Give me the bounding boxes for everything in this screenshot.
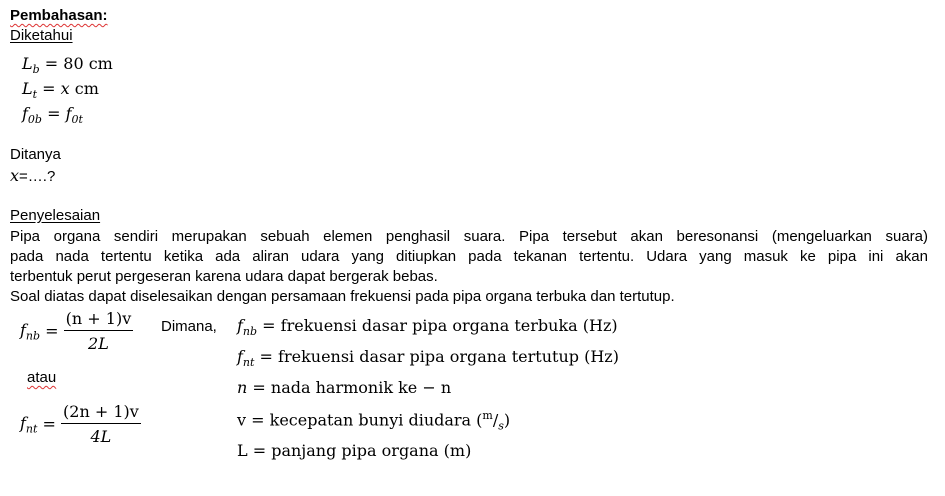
or-label: atau [27,369,57,386]
known-lt: $L_t = x$ cm [22,79,99,101]
asked-label: Ditanya [10,146,61,163]
paragraph-line: Pipa organa sendiri merupakan sebuah elemen penghasil suara. Pipa tersebut akan beresonansi (mengeluarkan suara) [10,228,928,245]
fraction-numerator: (2n + 1)v [61,402,141,424]
formula-open-pipe: $f_{nb}$ = $\frac{(n + 1)v}{2L}$ [20,309,132,353]
fraction-denominator: 2L [88,334,109,353]
known-f0: $f_{0b} = f_{0t}$ [22,104,83,126]
fraction-denominator: 4L [90,427,112,446]
known-lb: $L_b = 80$ cm [22,54,113,76]
paragraph-line: pada nada tertentu ketika ada aliran udara yang ditiupkan pada tekanan tertentu. Udara yang masuk ke pipa ini akan [10,248,928,265]
definitions-label: Dimana, [161,318,217,335]
solution-label: Penyelesaian [10,207,101,224]
definition-fnt: $f_{nt}$ = frekuensi dasar pipa organa tertutup (Hz) [237,347,619,369]
solution-paragraph [10,227,928,287]
definition-n: n = nada harmonik ke − n [237,378,452,397]
solution-intro: Soal diatas dapat diselesaikan dengan persamaan frekuensi pada pipa organa terbuka dan tertutup. [10,288,675,305]
definition-l: L = panjang pipa organa (m) [237,441,472,460]
definition-fnb: $f_{nb}$ = frekuensi dasar pipa organa terbuka (Hz) [237,316,618,338]
paragraph-line: terbentuk perut pergeseran karena udara dapat bergerak bebas. [10,268,438,285]
known-label: Diketahui [10,27,73,44]
fraction-numerator: (n + 1)v [64,309,134,331]
asked-expression: x=….? [10,166,56,185]
formula-closed-pipe: $f_{nt}$ = $\frac{(2n + 1)v}{4L}$ [20,402,139,446]
heading: Pembahasan: [10,7,108,24]
definition-v: v = kecepatan bunyi diudara $(^m/_s)$ [237,409,511,433]
